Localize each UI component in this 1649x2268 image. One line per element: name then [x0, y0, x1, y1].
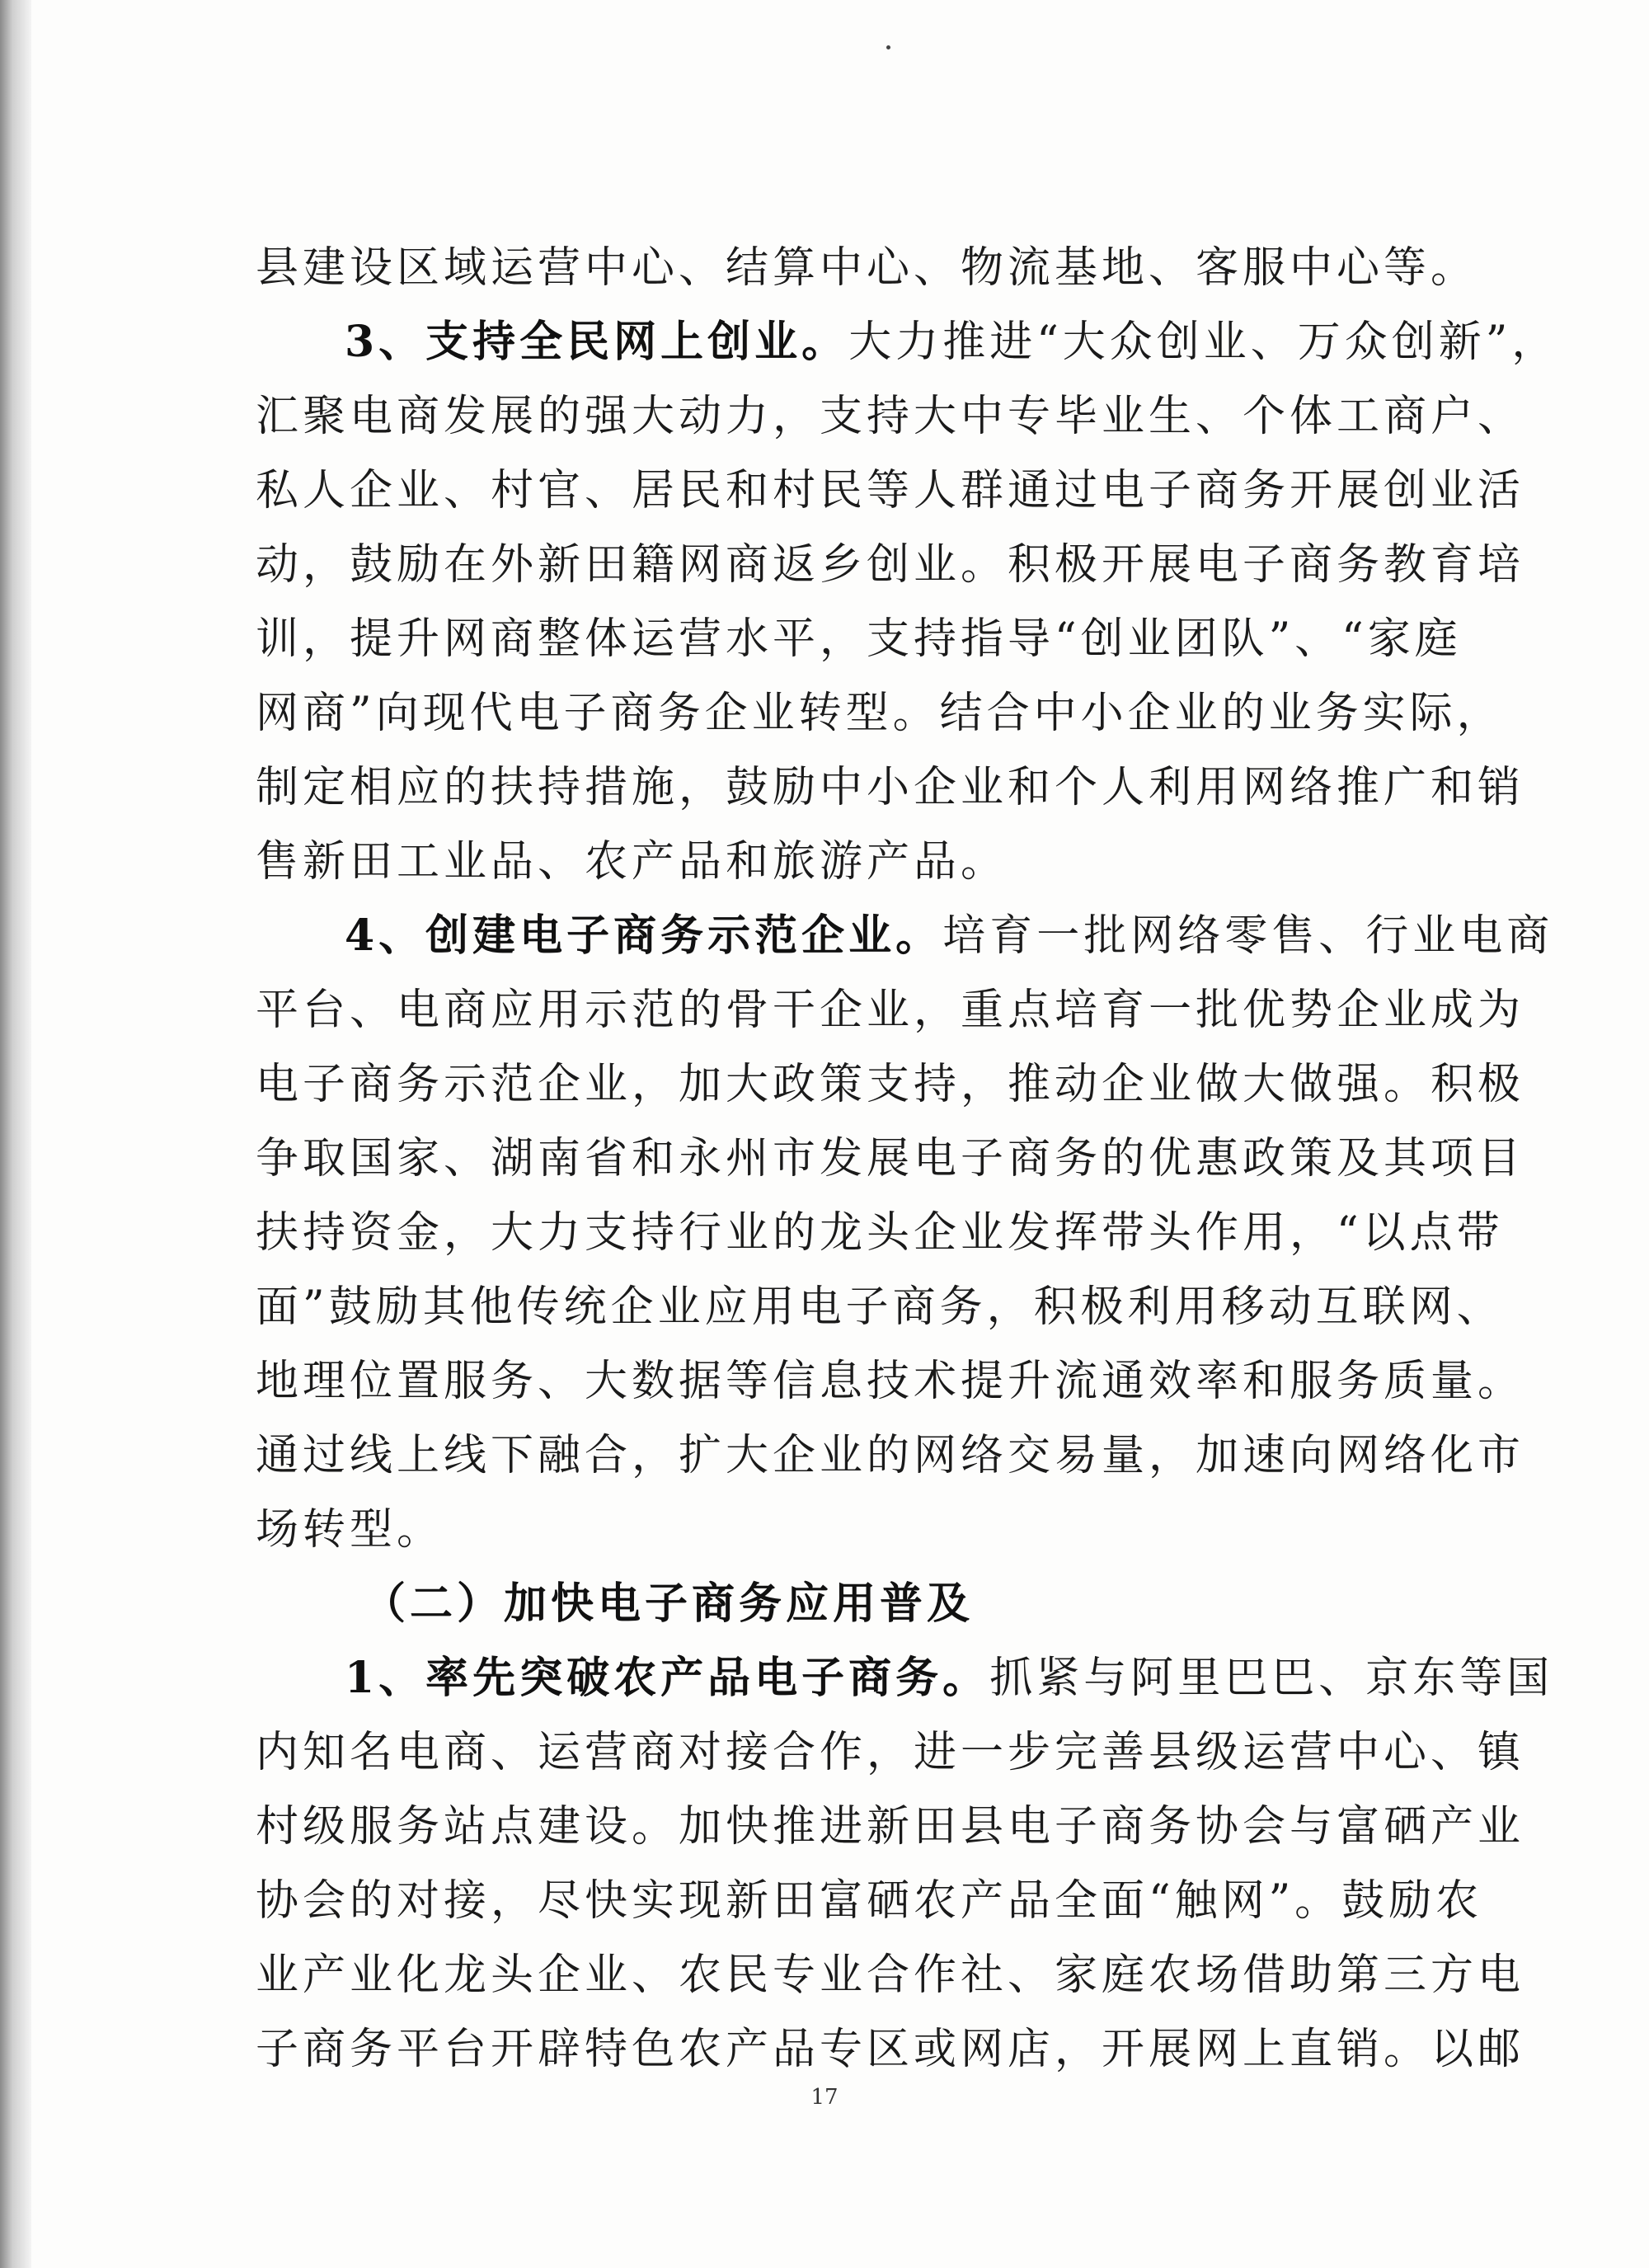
scan-speck — [886, 45, 890, 49]
text-line: 面”鼓励其他传统企业应用电子商务，积极利用移动互联网、 — [256, 1282, 1504, 1332]
text-line: 汇聚电商发展的强大动力，支持大中专毕业生、个体工商户、 — [256, 392, 1525, 441]
text-line: 县建设区域运营中心、结算中心、物流基地、客服中心等。 — [256, 243, 1478, 293]
text-line: 动，鼓励在外新田籍网商返乡创业。积极开展电子商务教育培 — [256, 540, 1525, 590]
text-line: 争取国家、湖南省和永州市发展电子商务的优惠政策及其项目 — [256, 1134, 1525, 1183]
paragraph-start: 3、支持全民网上创业。大力推进“大众创业、万众创新”， — [345, 317, 1559, 367]
item-heading: 1、率先突破农产品电子商务。 — [345, 1653, 990, 1703]
item-heading: 3、支持全民网上创业。 — [345, 317, 849, 367]
text-line: 制定相应的扶持措施，鼓励中小企业和个人利用网络推广和销 — [256, 763, 1525, 812]
text-line: 协会的对接，尽快实现新田富硒农产品全面“触网”。鼓励农 — [256, 1876, 1483, 1926]
text-line: 平台、电商应用示范的骨干企业，重点培育一批优势企业成为 — [256, 986, 1525, 1035]
binding-shadow — [0, 0, 31, 2268]
body-text — [256, 231, 1559, 2087]
page-number: 17 — [810, 2085, 839, 2110]
paragraph-start: 1、率先突破农产品电子商务。抓紧与阿里巴巴、京东等国 — [345, 1653, 1554, 1703]
text-line: 村级服务站点建设。加快推进新田县电子商务协会与富硒产业 — [256, 1802, 1525, 1852]
text-line: 地理位置服务、大数据等信息技术提升流通效率和服务质量。 — [256, 1357, 1525, 1406]
text-line: 子商务平台开辟特色农产品专区或网店，开展网上直销。以邮 — [256, 2025, 1525, 2074]
text-line: 内知名电商、运营商对接合作，进一步完善县级运营中心、镇 — [256, 1728, 1525, 1777]
text-line: 通过线上线下融合，扩大企业的网络交易量，加速向网络化市 — [256, 1431, 1525, 1480]
text-line: 电子商务示范企业，加大政策支持，推动企业做大做强。积极 — [256, 1060, 1525, 1109]
text-line: 私人企业、村官、居民和村民等人群通过电子商务开展创业活 — [256, 466, 1525, 515]
text-line: 网商”向现代电子商务企业转型。结合中小企业的业务实际， — [256, 689, 1504, 738]
text-line: 业产业化龙头企业、农民专业合作社、家庭农场借助第三方电 — [256, 1950, 1525, 2000]
text-line: 售新田工业品、农产品和旅游产品。 — [256, 837, 1008, 887]
text-line: 场转型。 — [256, 1505, 444, 1555]
text-line: 训，提升网商整体运营水平，支持指导“创业团队”、“家庭 — [256, 614, 1462, 664]
section-heading: （二）加快电子商务应用普及 — [363, 1579, 975, 1629]
item-heading: 4、创建电子商务示范企业。 — [345, 910, 943, 961]
text-line: 扶持资金，大力支持行业的龙头企业发挥带头作用，“以点带 — [256, 1208, 1504, 1258]
paragraph-start: 4、创建电子商务示范企业。培育一批网络零售、行业电商 — [345, 910, 1554, 961]
